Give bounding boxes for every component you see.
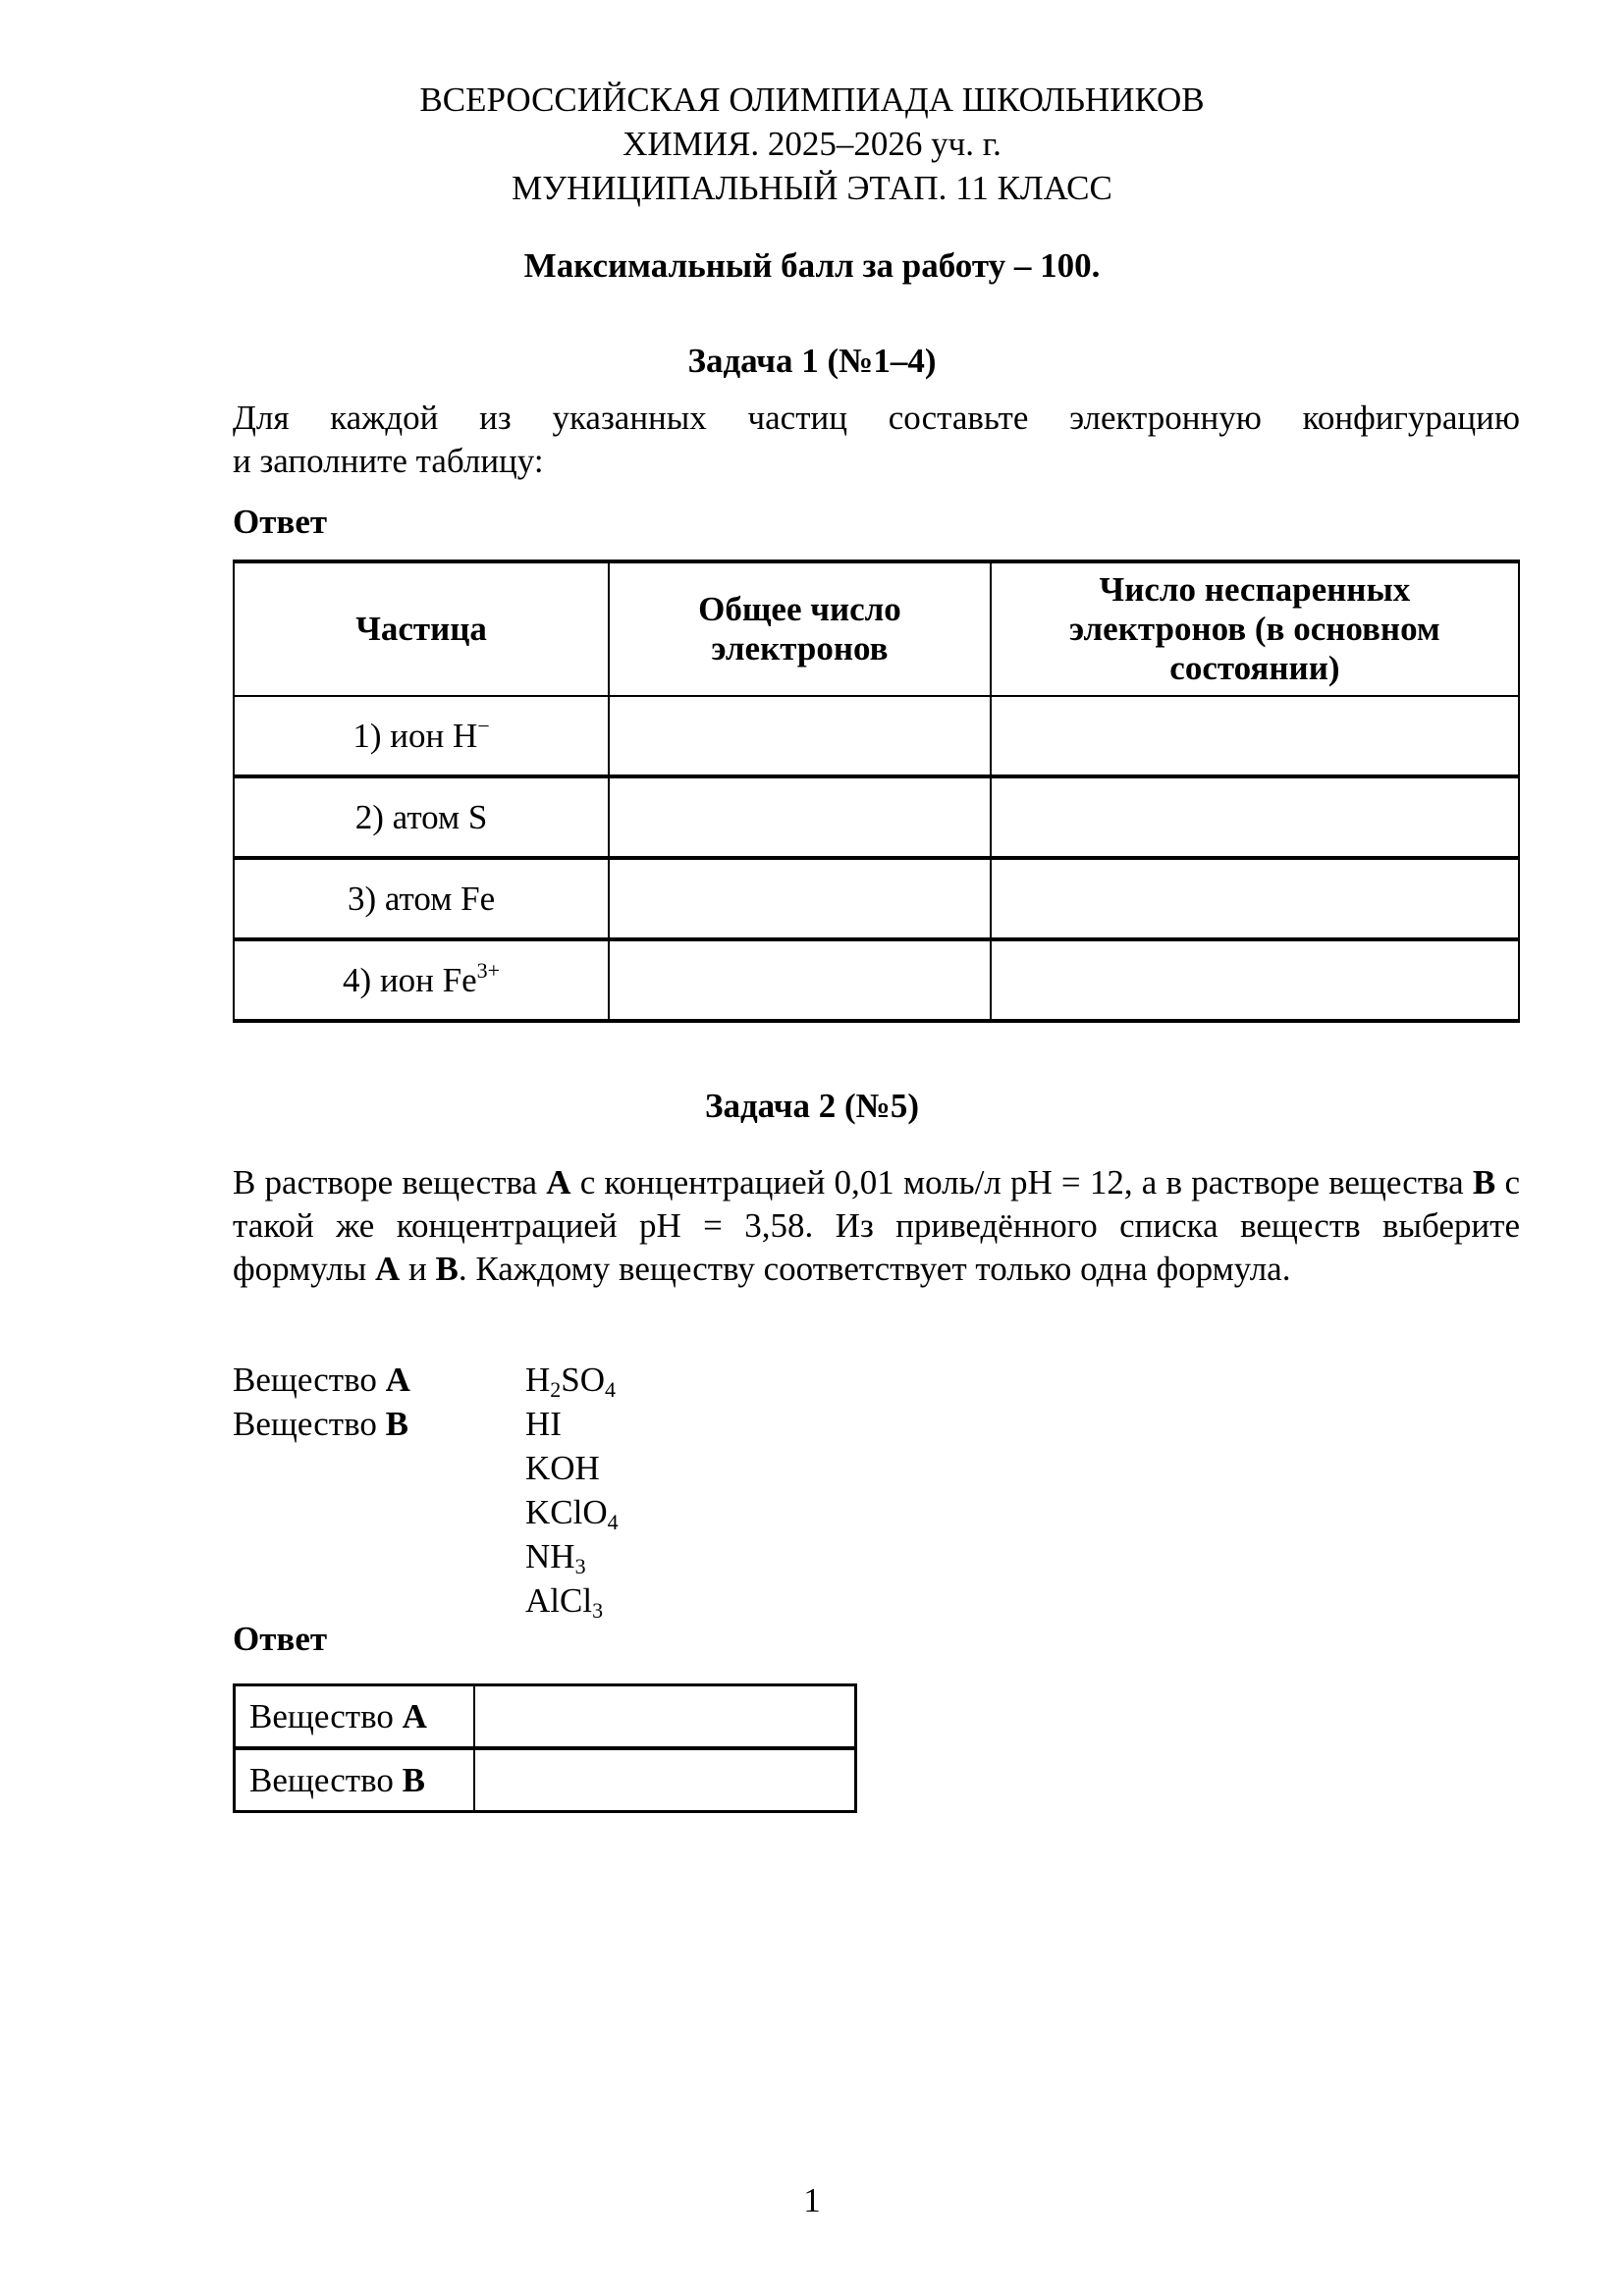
table-row (234, 939, 1519, 1021)
header-stage-grade: МУНИЦИПАЛЬНЫЙ ЭТАП. 11 КЛАСС (512, 169, 1112, 207)
task1-text-line1: Для каждой из указанных частиц составьте электронную конфигурацию (233, 399, 1520, 437)
task1-text (233, 397, 1520, 483)
formula-item: AlCl$_3$ (525, 1581, 604, 1623)
task2-title: Задача 2 (№5) (705, 1087, 919, 1125)
task2-answer-label: Ответ (233, 1620, 328, 1658)
table-row (234, 858, 1519, 939)
table-header-row (234, 561, 1519, 696)
table-row (234, 776, 1519, 858)
formula-item: KClO$_4$ (525, 1493, 619, 1534)
task1-answer-label: Ответ (233, 503, 328, 541)
formula-item: KOH (525, 1449, 600, 1487)
unpaired-electrons-input[interactable] (991, 939, 1519, 1021)
max-score: Максимальный балл за работу – 100. (523, 246, 1101, 285)
header-total-electrons: Общее число электронов (609, 561, 991, 696)
formula-item: HI (525, 1405, 562, 1443)
task1-text-line2: и заполните таблицу: (233, 442, 544, 480)
particle-cell: 3) атом Fe (234, 858, 609, 939)
unpaired-electrons-input[interactable] (991, 776, 1519, 858)
total-electrons-input[interactable] (609, 776, 991, 858)
formula-list (525, 1358, 619, 1623)
substance-labels (233, 1358, 410, 1446)
page-number: 1 (803, 2181, 821, 2219)
substance-b-cell-label: Вещество B (235, 1748, 474, 1812)
particle-cell: 1) ион H− (234, 696, 609, 776)
total-electrons-input[interactable] (609, 858, 991, 939)
substance-a-cell-label: Вещество A (235, 1685, 474, 1749)
task1-answer-table (233, 560, 1520, 1023)
task2-answer-table (233, 1683, 857, 1813)
table-row (235, 1748, 856, 1812)
total-electrons-input[interactable] (609, 939, 991, 1021)
unpaired-electrons-input[interactable] (991, 696, 1519, 776)
task1-title: Задача 1 (№1–4) (687, 342, 937, 380)
header-unpaired-electrons: Число неспаренных электронов (в основном состоянии) (991, 561, 1519, 696)
unpaired-electrons-input[interactable] (991, 858, 1519, 939)
substance-b-answer-input[interactable] (474, 1748, 856, 1812)
particle-cell: 4) ион $Fe^{3+}$ (234, 939, 609, 1021)
formula-item: $H_2SO_4$ (525, 1361, 617, 1402)
formula-item: $NH_3$ (525, 1537, 586, 1578)
particle-cell: 2) атом S (234, 776, 609, 858)
table-row (234, 696, 1519, 776)
table-row (235, 1685, 856, 1749)
total-electrons-input[interactable] (609, 696, 991, 776)
substance-b-label: Вещество B (233, 1405, 408, 1443)
substance-a-label: Вещество A (233, 1361, 410, 1399)
substance-a-answer-input[interactable] (474, 1685, 856, 1749)
header-subject-year: ХИМИЯ. 2025–2026 уч. г. (623, 125, 1001, 163)
header-olympiad-title: ВСЕРОССИЙСКАЯ ОЛИМПИАДА ШКОЛЬНИКОВ (419, 80, 1205, 119)
task2-text: В растворе вещества A с концентрацией 0,01 моль/л pH = 12, а в растворе вещества B с такой же концентрацией pH = 3,58. Из приведённого списка веществ выберите формулы A и B. Каждому веществу соответствует только одна формула. (233, 1163, 1520, 1288)
header-particle: Частица (234, 561, 609, 696)
